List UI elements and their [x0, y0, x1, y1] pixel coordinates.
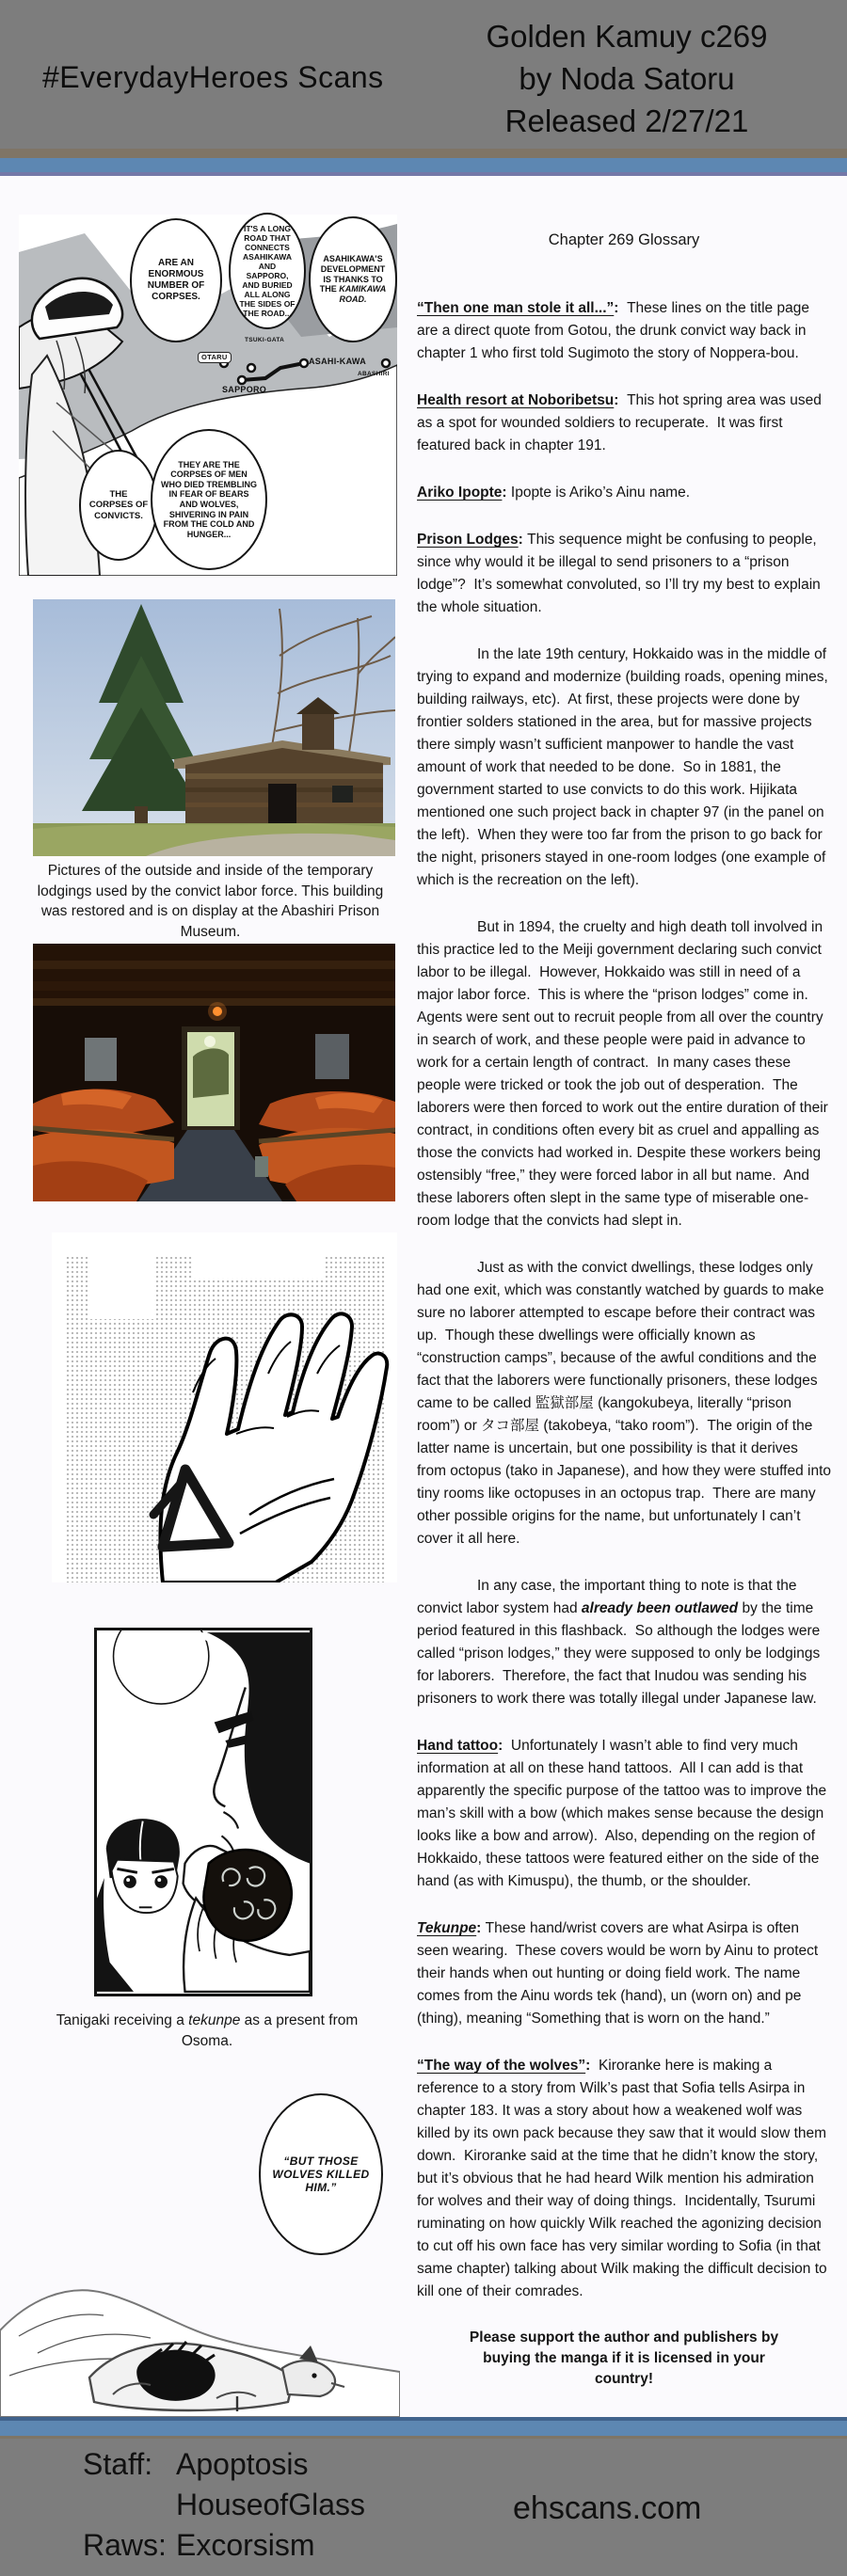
tekunpe-mitten — [203, 1850, 291, 1941]
release-title-line3: Released 2/27/21 — [504, 103, 749, 138]
glossary-term: Prison Lodges — [417, 532, 519, 548]
glossary-term: Ariko Ipopte — [417, 485, 503, 501]
speech-bubble-wolves-killed-him: “BUT THOSE WOLVES KILLED HIM.” — [259, 2093, 383, 2255]
divider-tan-stripe — [0, 149, 847, 158]
glossary-paragraph-construction-camps: Just as with the convict dwellings, these lodges only had one exit, which was constantly watched by guards to make sure no laborer attempted to escape before their contract was up. Though these dwellings were officially known as “construction camps”, because of the awful conditions and the fact that the laborers were functionally prisoners, these lodges came to be called 監獄部屋 (kangokubeya, literally “prison room”) or タコ部屋 (takobeya, “tako room”). The origin of the latter name is uncertain, but one possibility is that it derives from octopus (tako in Japanese), and how they were stuffed into tiny rooms like octopuses in an octopus trap. There are many other possible origins for the name, but unfortunately I can’t cover it all here. — [417, 1260, 836, 1547]
glossary-column — [417, 230, 836, 2390]
speech-bubble-long-road: IT'S A LONG ROAD THAT CONNECTS ASAHIKAWA AND SAPPORO, AND BURIED ALL ALONG THE SIDES OF THE ROAD... — [229, 213, 306, 329]
divider-blue-stripe — [0, 2421, 847, 2436]
glossary-term: Health resort at Noboribetsu — [417, 392, 615, 408]
left-window — [85, 1038, 117, 1081]
hand-tattoo-art — [52, 1232, 397, 1582]
header-divider — [0, 149, 847, 176]
glossary-entry-then-one-man: “Then one man stole it all...”: These lines on the title page are a direct quote from Gotou, the drunk convict way back in chapter 1 who first told Sugimoto the story of Noppera-bou. — [417, 300, 814, 361]
header-band — [0, 0, 847, 149]
kamikawa-road-emphasis: KAMIKAWA ROAD. — [339, 284, 387, 304]
release-title-line2: by Noda Satoru — [519, 61, 735, 96]
raws-label: Raws: — [83, 2528, 167, 2562]
map-label-otaru: OTARU — [198, 352, 232, 363]
lodge-interior-photo — [33, 944, 395, 1201]
glossary-title: Chapter 269 Glossary — [548, 231, 700, 248]
tekunpe-caption: Tanigaki receiving a tekunpe as a present from Osoma. — [56, 2012, 359, 2049]
cabin-photo-art — [33, 599, 395, 856]
manga-panel-dead-wolf — [0, 2084, 400, 2417]
footer-band — [0, 2439, 847, 2576]
staff-credits — [83, 2444, 365, 2566]
glossary-entry-prison-lodges: Prison Lodges: This sequence might be confusing to people, since why would it be illegal to send prisoners to a “prison lodge”? It’s somewhat convoluted, so I’ll try my best to explain the whole situation. — [417, 532, 825, 615]
outlawed-emphasis: already been outlawed — [581, 1600, 739, 1616]
speech-bubble-died-trembling: THEY ARE THE CORPSES OF MEN WHO DIED TREMBLING IN FEAR OF BEARS AND WOLVES, SHIVERING IN PAIN FROM THE COLD AND HUNGER... — [151, 429, 267, 570]
map-label-abashiri: ABASHIRI — [358, 371, 390, 377]
lodging-photos-caption: Pictures of the outside and inside of the temporary lodgings used by the convict labor force. This building was restored and is on display at the Abashiri Prison Museum. — [37, 863, 384, 940]
manga-panel-tanigaki-tekunpe — [94, 1628, 312, 1996]
glossary-term: Hand tattoo — [417, 1738, 499, 1754]
manga-panel-hand-tattoo — [52, 1232, 397, 1582]
manga-panel-kamikawa-road — [19, 215, 397, 576]
glossary-paragraph-1894: But in 1894, the cruelty and high death toll involved in this practice led to the Meiji government declaring such convict labor to be illegal. However, Hokkaido was still in need of a major labor force. This is where the “prison lodges” come in. Agents were sent out to recruit people from all over the country in search of work, and these people were paid in advance to work for a certain length of contract. In many cases these people were tricked or took the job out of desperation. The laborers were then forced to work out the entire duration of their contract, in conditions often every bit as cruel and appalling as those the convicts had worked in. Despite these workers being ostensibly “free,” they were forced labor in all but name. And these laborers often slept in the same type of miserable one-room lodge that the convicts had slept in. — [417, 919, 833, 1229]
divider-blue-stripe — [0, 158, 847, 172]
glossary-paragraph-already-outlawed: In any case, the important thing to note is that the convict labor system had already been outlawed by the time period featured in this flashback. So although the lodges were called “prison lodges,” they were supposed to only be lodgings for laborers. Therefore, the fact that Inudou was sending his prisoners to work there was totally illegal under Japanese law. — [417, 1578, 824, 1707]
cabin-exterior-photo — [33, 599, 395, 856]
scanlator-name: #EverydayHeroes Scans — [42, 60, 384, 94]
staff-member-2: HouseofGlass — [176, 2488, 365, 2521]
glossary-entry-way-of-the-wolves: “The way of the wolves”: Kiroranke here is making a reference to a story from Wilk’s past that Sofia tells Asirpa in chapter 183. It was a story about how a weakened wolf was killed by its own pack because they saw that it would slow them down. Kiroranke said at the time that he didn’t know the story, but it’s obvious that he had heard Wilk mention his admiration for wolves and their way of doing things. Incidentally, Tsurumi ruminating on how quickly Wilk reached the agonizing decision to cut off his own face has very similar wording to Sofia (in that same chapter) talking about Wilk making the difficult decision to kill one of their comrades. — [417, 2058, 831, 2299]
glossary-paragraph-19th-century: In the late 19th century, Hokkaido was in the middle of trying to expand and modernize (building roads, opening mines, building railways, etc). At first, these projects were done by frontier solders stationed in the area, but for massive projects there simply wasn’t sufficient manpower to handle the vast amount of work that needed to be done. So in 1881, the government started to use convicts to do this work. Hijikata mentioned one such project back in chapter 97 (in the panel on the left). When they were too far from the prison to go back for the night, prisoners stayed in one-room lodges (one example of which is the recreation on the left). — [417, 646, 833, 888]
glossary-entry-ariko-ipopte: Ariko Ipopte: Ipopte is Ariko’s Ainu name. — [417, 485, 691, 501]
glossary-entry-hand-tattoo: Hand tattoo: Unfortunately I wasn’t able to find very much information at all on these hand tattoos. All I can add is that apparently the specific purpose of the tattoo was to improve the man’s skill with a bow (which makes sense because the design looks like a bow and arrow). Also, depending on the region of Hokkaido, these tattoos were featured either on the side of the hand (as with Kimuspu), the thumb, or the shoulder. — [417, 1738, 831, 1889]
tanigaki-art — [97, 1630, 310, 1994]
glossary-term: “The way of the wolves” — [417, 2058, 586, 2074]
ceiling-beams — [33, 944, 395, 1006]
speech-bubble-corpses-count: ARE AN ENORMOUS NUMBER OF CORPSES. — [130, 218, 222, 342]
glossary-term: “Then one man stole it all...” — [417, 300, 615, 316]
support-author-note: Please support the author and publishers by buying the manga if it is licensed in your country! — [469, 2330, 779, 2387]
map-label-tsukigata: TSUKI-GATA — [245, 337, 285, 343]
map-label-asahikawa: ASAHI-KAWA — [309, 357, 366, 366]
staff-label-spacer — [83, 2485, 176, 2525]
glossary-entry-tekunpe: Tekunpe: These hand/wrist covers are what Asirpa is often seen wearing. These covers would be worn by Ainu to protect their hands when out hunting or doing field work. The name comes from the Ainu words tek (hand), un (worn on) and pe (thing), meaning “Something that is worn on the hand.” — [417, 1920, 823, 2027]
doorway — [182, 1026, 240, 1130]
raws-provider: Excorsism — [176, 2528, 315, 2562]
map-label-sapporo: SAPPORO — [222, 385, 267, 394]
page-content — [0, 176, 847, 2417]
glossary-term: Tekunpe — [417, 1920, 477, 1936]
wolf-eye — [312, 2373, 316, 2377]
bucket — [255, 1156, 268, 1177]
staff-label: Staff: — [83, 2447, 153, 2481]
footer-divider — [0, 2417, 847, 2439]
right-window — [315, 1034, 349, 1079]
speech-bubble-asahikawa-development: ASAHIKAWA'S DEVELOPMENT IS THANKS TO THE KAMIKAWA ROAD. — [309, 216, 397, 342]
glossary-entry-noboribetsu: Health resort at Noboribetsu: This hot spring area was used as a spot for wounded soldiers to recuperate. It was first featured back in chapter 191. — [417, 392, 826, 453]
speech-bubble-convict-corpses: THE CORPSES OF CONVICTS. — [79, 450, 158, 561]
staff-member-1: Apoptosis — [176, 2447, 309, 2481]
interior-photo-art — [33, 944, 395, 1201]
group-website: ehscans.com — [513, 2490, 702, 2526]
tekunpe-word: tekunpe — [188, 2012, 241, 2028]
release-title-line1: Golden Kamuy c269 — [486, 19, 768, 54]
release-title — [452, 15, 802, 142]
